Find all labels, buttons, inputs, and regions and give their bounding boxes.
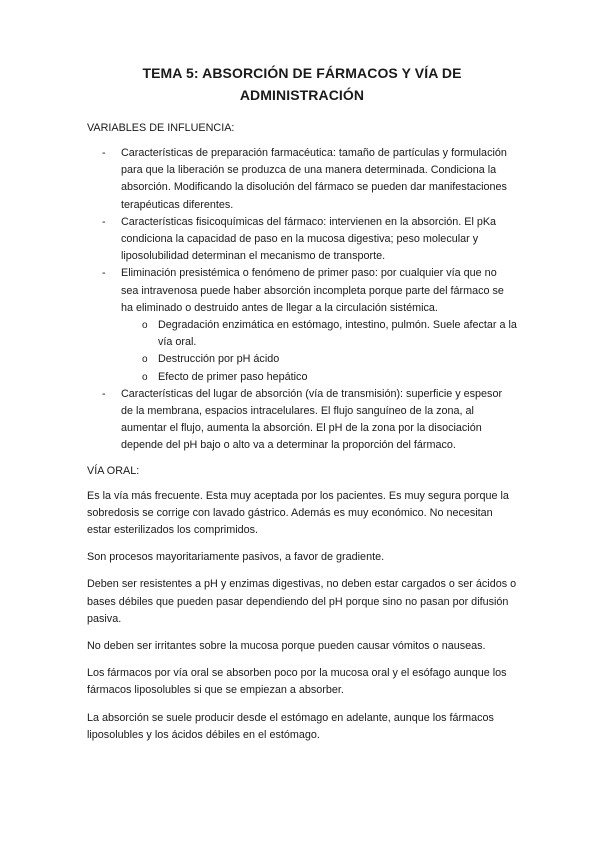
paragraph: Es la vía más frecuente. Esta muy aceptada por los pacientes. Es muy segura porque la sobredosis se corrige con lavado gástrico. Además es muy económico. No necesitan estar esterilizados los comprimidos. — [87, 489, 509, 537]
sublist-item: o Destrucción por pH ácido — [121, 351, 517, 368]
section-heading-variables: VARIABLES DE INFLUENCIA: — [87, 122, 235, 134]
paragraph: Son procesos mayoritariamente pasivos, a favor de gradiente. — [87, 551, 385, 564]
paragraph: Deben ser resistentes a pH y enzimas digestivas, no deben estar cargados o ser ácidos o bases débiles que pueden pasar dependiendo del pH porque sino no pasan por difusión pasiva. — [87, 578, 517, 625]
paragraph: No deben ser irritantes sobre la mucosa porque pueden causar vómitos o nauseas. — [87, 640, 486, 653]
section-heading-via-oral: VÍA ORAL: — [87, 464, 140, 477]
variables-list — [87, 145, 517, 455]
paragraph: La absorción se suele producir desde el estómago en adelante, aunque los fármacos liposolubles y los ácidos débiles en el estómago. — [87, 711, 494, 741]
list-item: - Características fisicoquímicas del fármaco: intervienen en la absorción. El pKa condiciona la capacidad de paso en la mucosa digestiva; peso molecular y liposolubilidad determinan el mecanismo de transporte. — [87, 214, 517, 266]
list-item: - Características del lugar de absorción (vía de transmisión): superficie y espesor de la membrana, espacios intracelulares. El flujo sanguíneo de la zona, al aumentar el flujo, aumenta la absorción. El pH de la zona por la disociación depende del pH bajo o alto va a determinar la proporción del fármaco. — [87, 386, 517, 455]
sublist-item: o Degradación enzimática en estómago, intestino, pulmón. Suele afectar a la vía oral. — [121, 317, 517, 351]
title-line-2: ADMINISTRACIÓN — [239, 87, 365, 103]
title-line-1: TEMA 5: ABSORCIÓN DE FÁRMACOS Y VÍA DE — [142, 65, 462, 81]
sublist — [121, 317, 517, 386]
list-item — [87, 265, 517, 385]
page-title — [87, 62, 517, 106]
list-item-text: Eliminación presistémica o fenómeno de primer paso: por cualquier vía que no sea intravenosa puede haber absorción incompleta porque parte del fármaco se ha eliminado o destruido antes de llegar a la circulación sistémica. — [121, 267, 504, 314]
list-item: - Características de preparación farmacéutica: tamaño de partículas y formulación para que la liberación se produzca de una manera determinada. Condiciona la absorción. Modificando la disolución del fármaco se pueden dar manifestaciones terapéuticas diferentes. — [87, 145, 517, 214]
document-page — [87, 62, 517, 754]
paragraph: Los fármacos por vía oral se absorben poco por la mucosa oral y el esófago aunque los fármacos liposolubles si que se empiezan a absorber. — [87, 667, 507, 697]
sublist-item: o Efecto de primer paso hepático — [121, 369, 517, 386]
